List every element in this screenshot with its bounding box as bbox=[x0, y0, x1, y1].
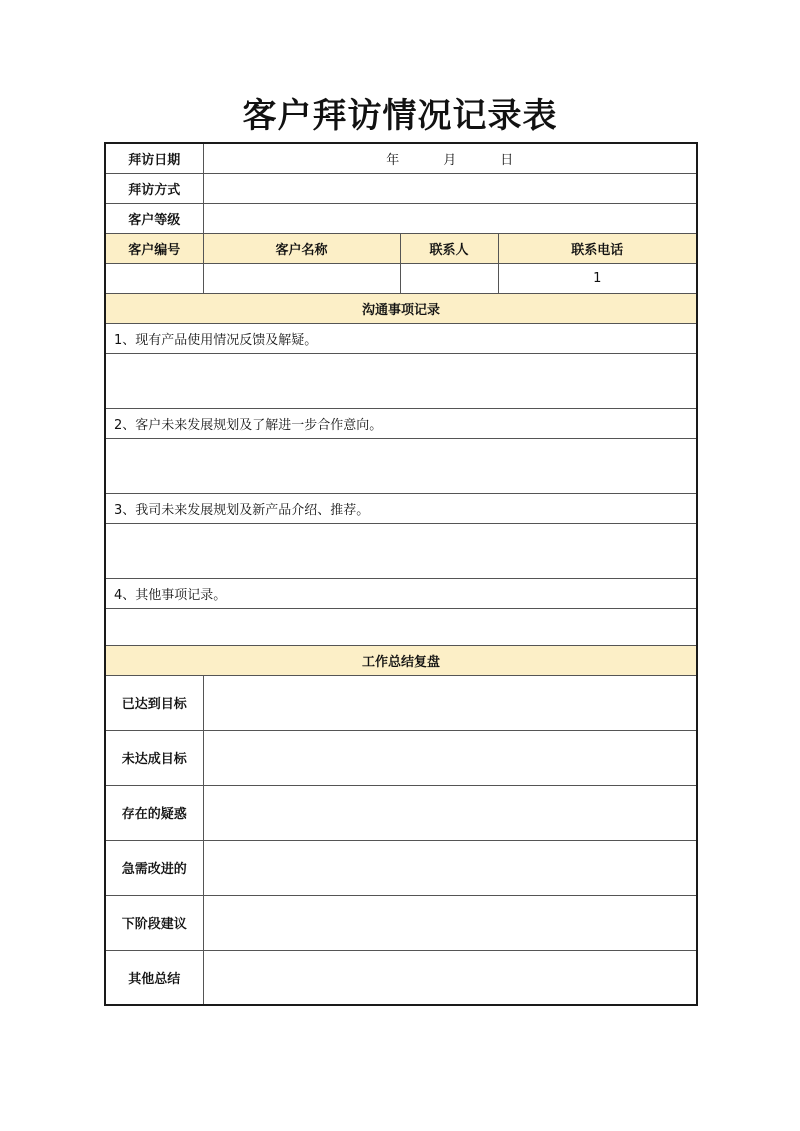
communication-item-1: 1、现有产品使用情况反馈及解疑。 bbox=[105, 323, 697, 353]
header-customer-id: 客户编号 bbox=[105, 233, 203, 263]
summary-section-row bbox=[105, 645, 697, 675]
contact-phone-field[interactable]: 1 bbox=[498, 263, 697, 293]
summary-label-improvements: 急需改进的 bbox=[105, 840, 203, 895]
summary-label-other: 其他总结 bbox=[105, 950, 203, 1005]
visit-date-label: 拜访日期 bbox=[105, 143, 203, 173]
customer-id-field[interactable] bbox=[105, 263, 203, 293]
communication-answer-row bbox=[105, 523, 697, 578]
header-customer-name: 客户名称 bbox=[203, 233, 400, 263]
summary-label-achieved: 已达到目标 bbox=[105, 675, 203, 730]
communication-answer-row bbox=[105, 353, 697, 408]
summary-field-achieved[interactable] bbox=[203, 675, 697, 730]
communication-item-4: 4、其他事项记录。 bbox=[105, 578, 697, 608]
summary-label-unachieved: 未达成目标 bbox=[105, 730, 203, 785]
summary-row bbox=[105, 950, 697, 1005]
communication-item-row bbox=[105, 323, 697, 353]
communication-section-title: 沟通事项记录 bbox=[105, 293, 697, 323]
communication-answer-3[interactable] bbox=[105, 523, 697, 578]
customer-level-field[interactable] bbox=[203, 203, 697, 233]
month-label: 月 bbox=[443, 152, 457, 168]
summary-row bbox=[105, 730, 697, 785]
communication-answer-1[interactable] bbox=[105, 353, 697, 408]
year-label: 年 bbox=[386, 152, 400, 168]
contact-person-field[interactable] bbox=[400, 263, 498, 293]
customer-data-row bbox=[105, 263, 697, 293]
summary-field-doubts[interactable] bbox=[203, 785, 697, 840]
communication-answer-row bbox=[105, 608, 697, 645]
communication-item-row bbox=[105, 408, 697, 438]
summary-label-doubts: 存在的疑惑 bbox=[105, 785, 203, 840]
communication-answer-row bbox=[105, 438, 697, 493]
visit-method-row bbox=[105, 173, 697, 203]
communication-item-row bbox=[105, 578, 697, 608]
customer-header-row bbox=[105, 233, 697, 263]
summary-row bbox=[105, 785, 697, 840]
summary-row bbox=[105, 895, 697, 950]
day-label: 日 bbox=[500, 152, 514, 168]
summary-row bbox=[105, 675, 697, 730]
communication-item-3: 3、我司未来发展规划及新产品介绍、推荐。 bbox=[105, 493, 697, 523]
visit-method-label: 拜访方式 bbox=[105, 173, 203, 203]
customer-level-label: 客户等级 bbox=[105, 203, 203, 233]
summary-label-next-steps: 下阶段建议 bbox=[105, 895, 203, 950]
header-contact-phone: 联系电话 bbox=[498, 233, 697, 263]
customer-level-row bbox=[105, 203, 697, 233]
summary-field-other[interactable] bbox=[203, 950, 697, 1005]
summary-section-title: 工作总结复盘 bbox=[105, 645, 697, 675]
summary-field-improvements[interactable] bbox=[203, 840, 697, 895]
header-contact-person: 联系人 bbox=[400, 233, 498, 263]
communication-item-row bbox=[105, 493, 697, 523]
summary-row bbox=[105, 840, 697, 895]
communication-answer-2[interactable] bbox=[105, 438, 697, 493]
summary-field-next-steps[interactable] bbox=[203, 895, 697, 950]
summary-field-unachieved[interactable] bbox=[203, 730, 697, 785]
visit-record-table bbox=[104, 142, 698, 1006]
communication-answer-4[interactable] bbox=[105, 608, 697, 645]
visit-date-field[interactable] bbox=[203, 143, 697, 173]
communication-section-row bbox=[105, 293, 697, 323]
visit-date-row bbox=[105, 143, 697, 173]
communication-item-2: 2、客户未来发展规划及了解进一步合作意向。 bbox=[105, 408, 697, 438]
visit-method-field[interactable] bbox=[203, 173, 697, 203]
customer-name-field[interactable] bbox=[203, 263, 400, 293]
page-title: 客户拜访情况记录表 bbox=[242, 96, 558, 136]
